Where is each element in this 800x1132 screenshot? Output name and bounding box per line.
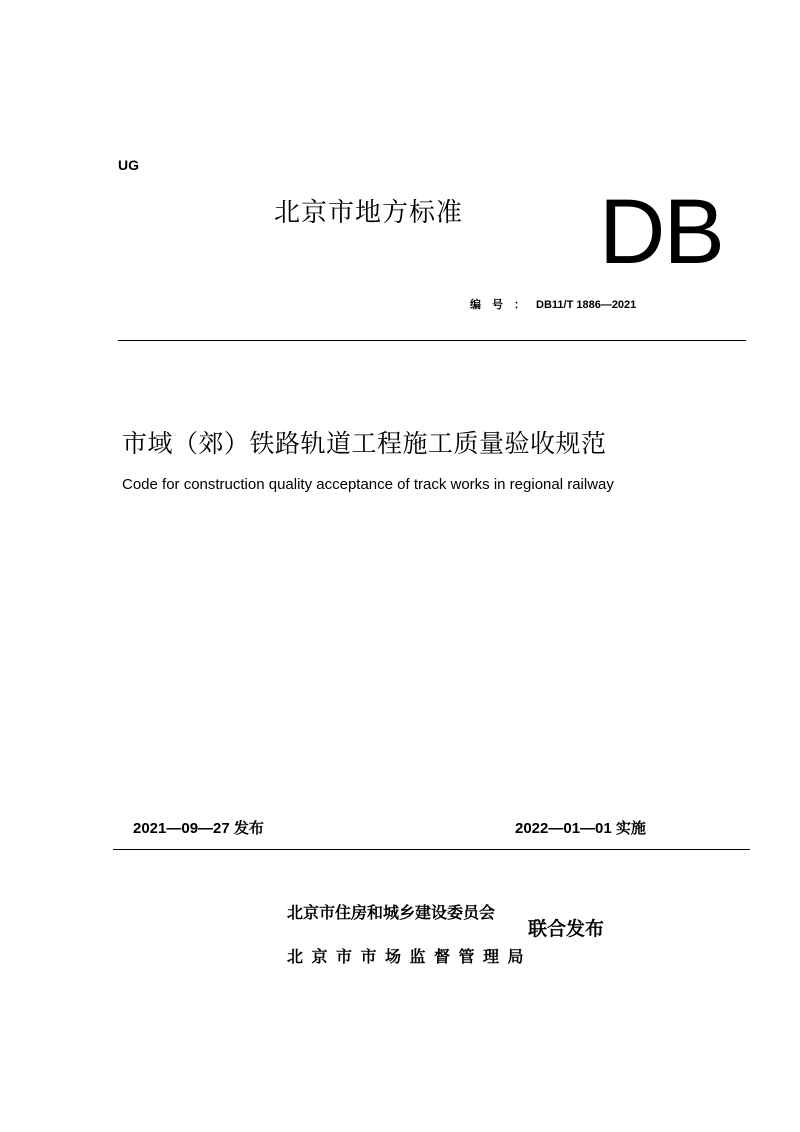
standard-number xyxy=(470,296,636,312)
top-divider xyxy=(118,340,746,341)
issuer-housing-commission: 北京市住房和城乡建设委员会 xyxy=(287,903,496,922)
document-title-english: Code for construction quality acceptance of track works in regional railway xyxy=(122,476,614,493)
issuer-market-supervision: 北京市市场监督管理局 xyxy=(287,947,533,966)
document-title-chinese: 市域（郊）铁路轨道工程施工质量验收规范 xyxy=(122,429,607,458)
bottom-divider xyxy=(113,849,750,850)
joint-issue-label: 联合发布 xyxy=(528,918,605,940)
classification-code: UG xyxy=(118,157,139,173)
implementation-date: 2022—01—01 实施 xyxy=(515,820,646,837)
standard-number-value: DB11/T 1886—2021 xyxy=(536,299,637,311)
issue-date: 2021—09—27 发布 xyxy=(133,820,264,837)
standard-number-label: 编号： xyxy=(470,298,536,311)
db-mark-logo: DB xyxy=(599,181,723,283)
standard-type-title: 北京市地方标准 xyxy=(274,198,464,228)
